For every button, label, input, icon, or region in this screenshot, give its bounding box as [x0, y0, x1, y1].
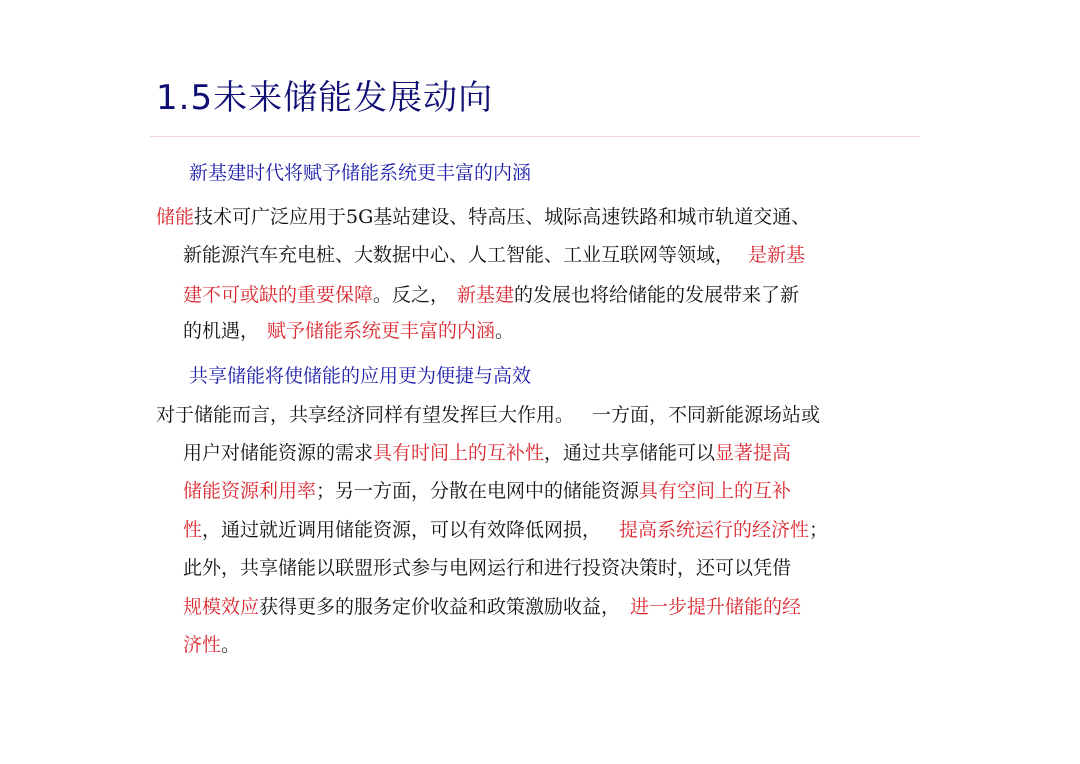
text-run: 的机遇， [183, 320, 260, 342]
paragraph-line [183, 478, 791, 504]
text-run: 一方面，不同新能源场站或 [592, 404, 821, 426]
section-heading-new-infrastructure: 新基建时代将赋予储能系统更丰富的内涵 [189, 162, 532, 184]
paragraph-line [183, 440, 791, 466]
title-divider [150, 136, 920, 137]
text-run: 对于储能而言，共享经济同样有望发挥巨大作用。 [156, 404, 575, 426]
paragraph-line [183, 242, 805, 268]
paragraph-line [183, 555, 791, 581]
text-run: 的发展也将给储能的发展带来了新 [514, 284, 800, 306]
text-run: 储能 [156, 206, 195, 228]
text-run: 用户对储能资源的需求 [183, 442, 374, 464]
text-run: ，通过就近调用储能资源，可以有效降低网损， [202, 519, 602, 541]
text-run: 建不可或缺的重要保障 [183, 284, 374, 306]
text-run: 。反之， [373, 284, 450, 306]
text-run: 具有空间上的互补 [639, 480, 792, 502]
text-run: 进一步提升储能的经 [630, 596, 802, 618]
paragraph-line [183, 632, 240, 658]
paragraph-line [156, 204, 810, 230]
text-run: 储能资源利用率 [183, 480, 317, 502]
text-run: 赋予储能系统更丰富的内涵 [267, 320, 496, 342]
paragraph-line [183, 517, 828, 543]
text-run: 技术可广泛应用于5G基站建设、特高压、城际高速铁路和城市轨道交通、 [194, 206, 811, 228]
text-run: 新基建 [457, 284, 515, 306]
text-run: 新能源汽车充电桩、大数据中心、人工智能、工业互联网等领域， [183, 244, 735, 266]
text-run: ，通过共享储能可以 [544, 442, 716, 464]
text-run: 具有时间上的互补性 [373, 442, 545, 464]
text-run: 此外，共享储能以联盟形式参与电网运行和进行投资决策时，还可以凭借 [183, 557, 792, 579]
text-run: 。 [495, 320, 515, 342]
page-title: 1.5未来储能发展动向 [156, 78, 494, 118]
text-run: 规模效应 [183, 596, 260, 618]
paragraph-line [183, 594, 801, 620]
text-run: 济性 [183, 634, 222, 656]
paragraph-line [183, 282, 799, 308]
text-run: 。 [221, 634, 241, 656]
text-run: 性 [183, 519, 203, 541]
paragraph-line [156, 402, 820, 428]
text-run: 显著提高 [715, 442, 792, 464]
section-heading-shared-storage: 共享储能将使储能的应用更为便捷与高效 [189, 365, 532, 387]
text-run: 提高系统运行的经济性 [619, 519, 810, 541]
text-run: ；另一方面，分散在电网中的储能资源 [316, 480, 640, 502]
text-run: 获得更多的服务定价收益和政策激励收益， [259, 596, 621, 618]
paragraph-line [183, 318, 514, 344]
text-run: ； [809, 519, 829, 541]
text-run: 是新基 [748, 244, 806, 266]
